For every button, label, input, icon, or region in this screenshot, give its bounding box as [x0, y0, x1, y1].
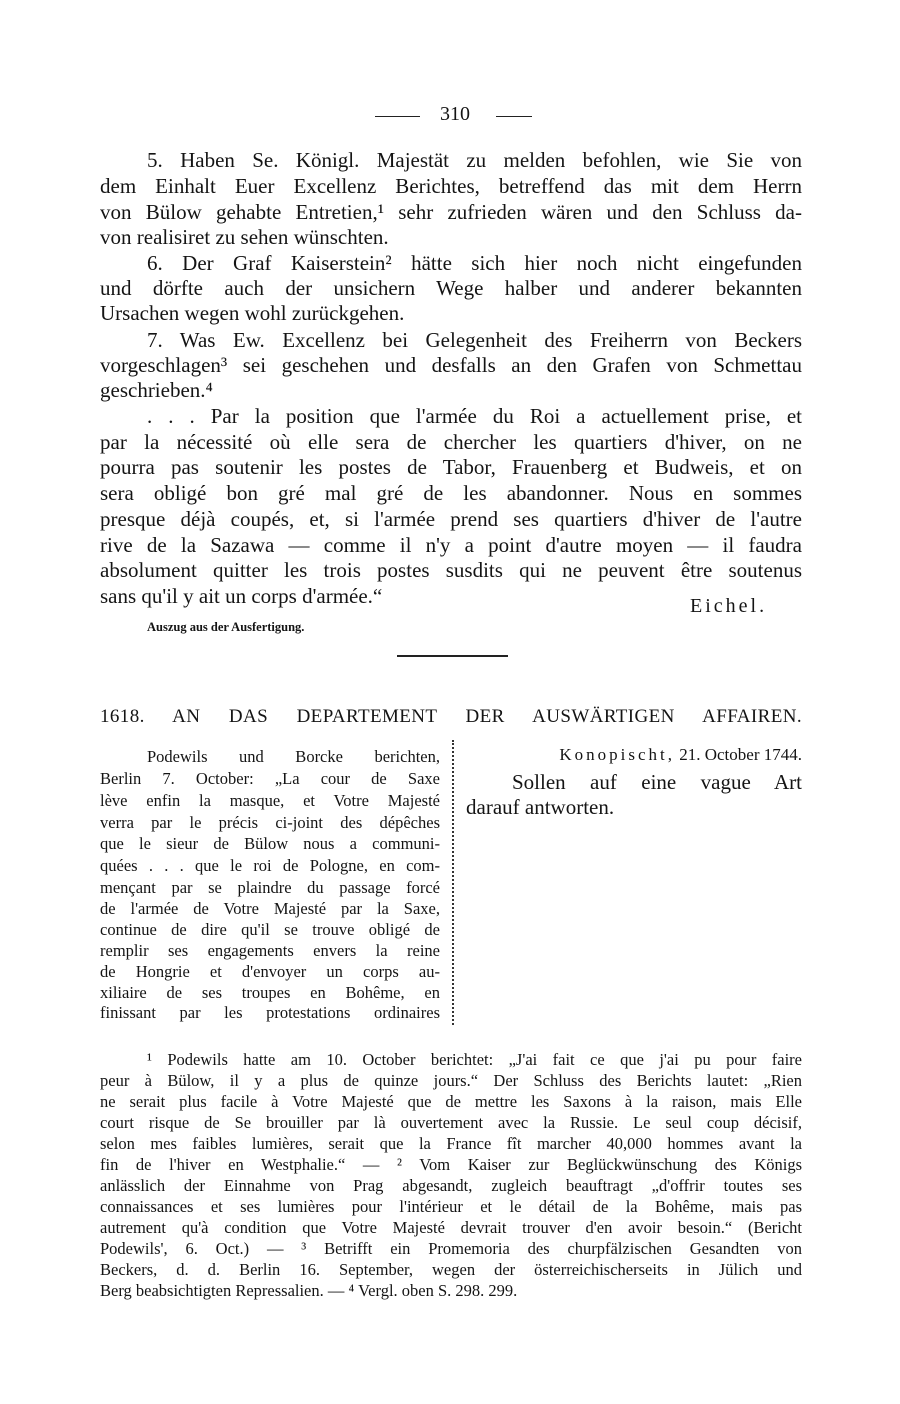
- report-line: Podewils und Borcke berichten,: [147, 747, 440, 766]
- body-line: vorgeschlagen³ sei geschehen und desfalls an den Grafen von Schmettau: [100, 353, 802, 377]
- section-heading: 1618. AN DAS DEPARTEMENT DER AUSWÄRTIGEN AFFAIREN.: [100, 706, 802, 727]
- body-line: 7. Was Ew. Excellenz bei Gelegenheit des Freiherrn von Beckers: [147, 328, 802, 352]
- page-number: 310: [440, 103, 470, 125]
- report-line: de l'armée de Votre Majesté par la Saxe,: [100, 899, 440, 918]
- dateline: [466, 745, 802, 765]
- body-line: von Bülow gehabte Entretien,¹ sehr zufrieden wären und den Schluss da-: [100, 200, 802, 224]
- column-divider: [452, 740, 454, 1025]
- footnote-line: autrement qu'à condition que Votre Majesté devrait trouver d'en avoir besoin.“ (Bericht: [100, 1218, 802, 1237]
- body-line: von realisiret zu sehen wünschten.: [100, 225, 389, 249]
- footnote-line: peur à Bülow, il y a plus de quinze jours.“ Der Schluss des Berichts lautet: „Rien: [100, 1071, 802, 1090]
- section-rule: [397, 655, 508, 657]
- report-line: de Hongrie et d'envoyer un corps au-: [100, 962, 440, 981]
- report-line: mençant par se plaindre du passage forcé: [100, 878, 440, 897]
- reply-line: Sollen auf eine vague Art: [512, 770, 802, 794]
- body-line: par la nécessité où elle sera de chercher les quartiers d'hiver, on ne: [100, 430, 802, 454]
- body-line: geschrieben.⁴: [100, 378, 213, 402]
- report-line: lève enfin la masque, et Votre Majesté: [100, 791, 440, 810]
- report-line: remplir ses engagements envers la reine: [100, 941, 440, 960]
- report-line: verra par le précis ci-joint des dépêches: [100, 813, 440, 832]
- report-line: quées . . . que le roi de Pologne, en com-: [100, 856, 440, 875]
- body-line: absolument quitter les trois postes susdits qui ne peuvent être soutenus: [100, 558, 802, 582]
- footnote-line: connaissances et ses lumières pour l'intérieur et le détail de la Bohême, mais pas: [100, 1197, 802, 1216]
- reply-line: darauf antworten.: [466, 795, 615, 819]
- body-line: 5. Haben Se. Königl. Majestät zu melden befohlen, wie Sie von: [147, 148, 802, 172]
- body-line: presque déjà coupés, et, si l'armée prend ses quartiers d'hiver de l'autre: [100, 507, 802, 531]
- footnote-line: ¹ Podewils hatte am 10. October berichtet: „J'ai fait ce que j'ai pu pour faire: [147, 1050, 802, 1069]
- report-line: Berlin 7. October: „La cour de Saxe: [100, 769, 440, 788]
- footnote-line: anlässlich der Einnahme von Prag abgesandt, zugleich beauftragt „d'offrir toutes ses: [100, 1176, 802, 1195]
- body-line: 6. Der Graf Kaiserstein² hätte sich hier noch nicht eingefunden: [147, 251, 802, 275]
- dateline-place: Konopischt,: [559, 745, 675, 764]
- body-line: . . . Par la position que l'armée du Roi a actuellement prise, et: [147, 404, 802, 428]
- body-line: rive de la Sazawa — comme il n'y a point d'autre moyen — il faudra: [100, 533, 802, 557]
- footnote-line: court risque de Se brouiller par là ouvertement avec la Russie. Le seul coup décisif,: [100, 1113, 802, 1132]
- signature: Eichel.: [690, 595, 768, 617]
- report-line: que le sieur de Bülow nous a communi-: [100, 834, 440, 853]
- body-line: dem Einhalt Euer Excellenz Berichtes, betreffend das mit dem Herrn: [100, 174, 802, 198]
- report-line: continue de dire qu'il se trouve obligé de: [100, 920, 440, 939]
- source-note: Auszug aus der Ausfertigung.: [147, 620, 305, 634]
- report-line: xiliaire de ses troupes en Bohême, en: [100, 983, 440, 1002]
- page-number-rule-right: [496, 116, 532, 117]
- dateline-date: 21. October 1744.: [679, 745, 802, 764]
- footnote-line: ne serait plus facile à Votre Majesté que de mettre les Saxons à la raison, mais Elle: [100, 1092, 802, 1111]
- report-line: finissant par les protestations ordinaires: [100, 1003, 440, 1022]
- body-line: Ursachen wegen wohl zurückgehen.: [100, 301, 405, 325]
- footnote-line: Berg beabsichtigten Repressalien. — ⁴ Vergl. oben S. 298. 299.: [100, 1281, 518, 1300]
- body-line: pourra pas soutenir les postes de Tabor, Frauenberg et Budweis, et on: [100, 455, 802, 479]
- footnote-line: Beckers, d. d. Berlin 16. September, wegen der österreichischerseits in Jülich und: [100, 1260, 802, 1279]
- footnote-line: selon mes faibles lumières, serait que la France fît marcher 40,000 hommes avant la: [100, 1134, 802, 1153]
- footnote-line: fin de l'hiver en Westphalie.“ — ² Vom Kaiser zur Beglückwünschung des Königs: [100, 1155, 802, 1174]
- footnote-line: Podewils', 6. Oct.) — ³ Betrifft ein Promemoria des churpfälzischen Gesandten von: [100, 1239, 802, 1258]
- page-number-rule-left: [375, 116, 420, 117]
- body-line: sans qu'il y ait un corps d'armée.“: [100, 584, 383, 608]
- body-line: sera obligé bon gré mal gré de les abandonner. Nous en sommes: [100, 481, 802, 505]
- body-line: und dörfte auch der unsichern Wege halber und anderer bekannten: [100, 276, 802, 300]
